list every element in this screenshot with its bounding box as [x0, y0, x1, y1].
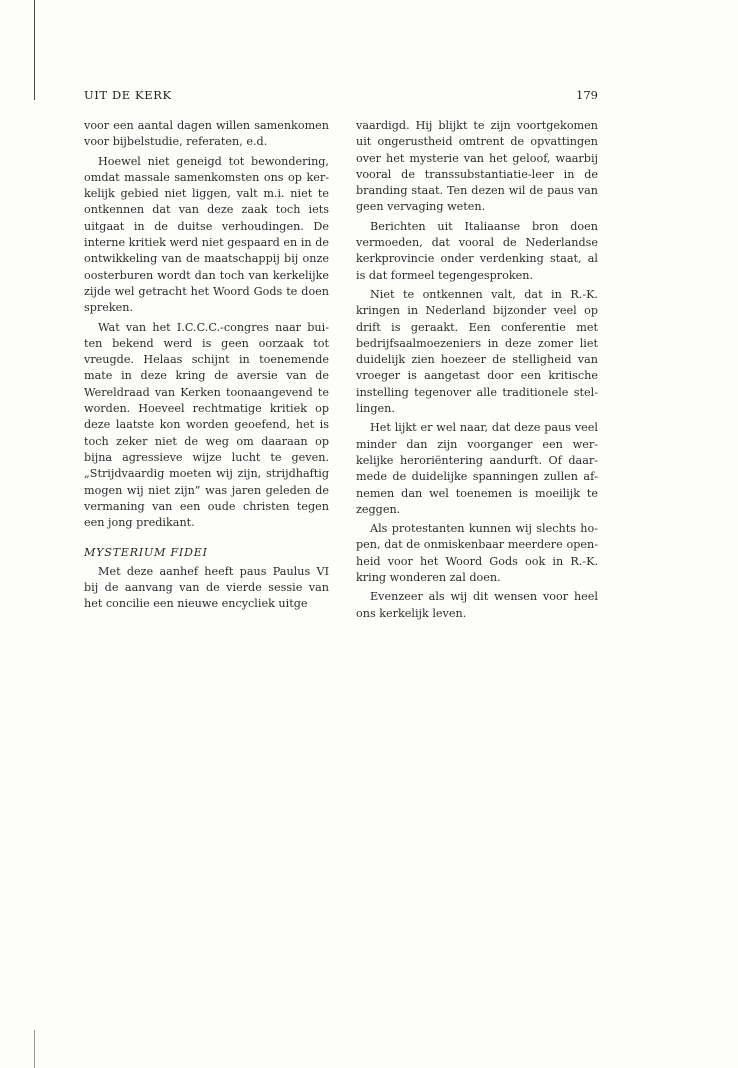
- page-header: [84, 88, 598, 108]
- paragraph: Evenzeer als wij dit wensen voor heel ons kerkelijk leven.: [356, 590, 598, 620]
- running-head: UIT DE KERK: [84, 88, 172, 102]
- paragraph: voor een aantal dagen willen samenkomen voor bijbelstudie, referaten, e.d.: [84, 119, 329, 149]
- left-column: [84, 118, 329, 616]
- paragraph: Hoewel niet geneigd tot bewondering, omdat massale samenkomsten ons op kerkelijk gebied niet liggen, valt m.i. niet te ontkennen dat van deze zaak toch iets uitgaat in de duitse verhoudingen. De interne kritiek werd niet gespaard en in de ontwikkeling van de maatschappij bij onze oosterburen wordt dan toch van kerkelijke zijde wel getracht het Woord Gods te doen spreken.: [84, 154, 329, 315]
- paragraph: Het lijkt er wel naar, dat deze paus veel minder dan zijn voorganger een werkelijke heroriëntering aandurft. Of daarmede de duidelijke spanningen zullen afnemen dan wel toenemen is moeilijk te zeggen.: [356, 421, 598, 516]
- paragraph: Als protestanten kunnen wij slechts hopen, dat de onmiskenbaar meerdere openheid voor het Woord Gods ook in R.-K. kring wonderen zal doen.: [356, 522, 598, 585]
- paragraph: vaardigd. Hij blijkt te zijn voortgekomen uit ongerustheid omtrent de opvattingen over het mysterie van het geloof, waarbij vooral de transsubstantiatie-leer in de branding staat. Ten dezen wil de paus van geen vervaging weten.: [356, 119, 598, 214]
- page-edge-line-lower: [34, 1030, 35, 1068]
- paragraph: Niet te ontkennen valt, dat in R.-K. kringen in Nederland bijzonder veel op drift is geraakt. Een conferentie met bedrijfsaalmoezeniers in deze zomer liet duidelijk zien hoezeer de stelligheid van vroeger is aangetast door een kritische instelling tegenover alle traditionele stellingen.: [356, 287, 598, 416]
- page-edge-line: [34, 0, 35, 100]
- right-column: [356, 118, 598, 625]
- page-number: 179: [576, 88, 598, 102]
- paragraph: Met deze aanhef heeft paus Paulus VI bij de aanvang van de vierde sessie van het concilie een nieuwe encycliek uitge: [84, 564, 329, 611]
- section-heading: MYSTERIUM FIDEI: [84, 546, 208, 560]
- paragraph: Berichten uit Italiaanse bron doen vermoeden, dat vooral de Nederlandse kerkprovincie onder verdenking staat, al is dat formeel tegengesproken.: [356, 219, 598, 282]
- paragraph: Wat van het I.C.C.C.-congres naar buiten bekend werd is geen oorzaak tot vreugde. Helaas schijnt in toenemende mate in deze kring de aversie van de Wereldraad van Kerken toonaangevend te worden. Hoeveel rechtmatige kritiek op deze laatste kon worden geoefend, het is toch zeker niet de weg om daaraan op bijna agressieve wijze lucht te geven. „Strijdvaardig moeten wij zijn, strijdhaftig mogen wij niet zijn” was jaren geleden de vermaning van een oude christen tegen een jong predikant.: [84, 320, 329, 530]
